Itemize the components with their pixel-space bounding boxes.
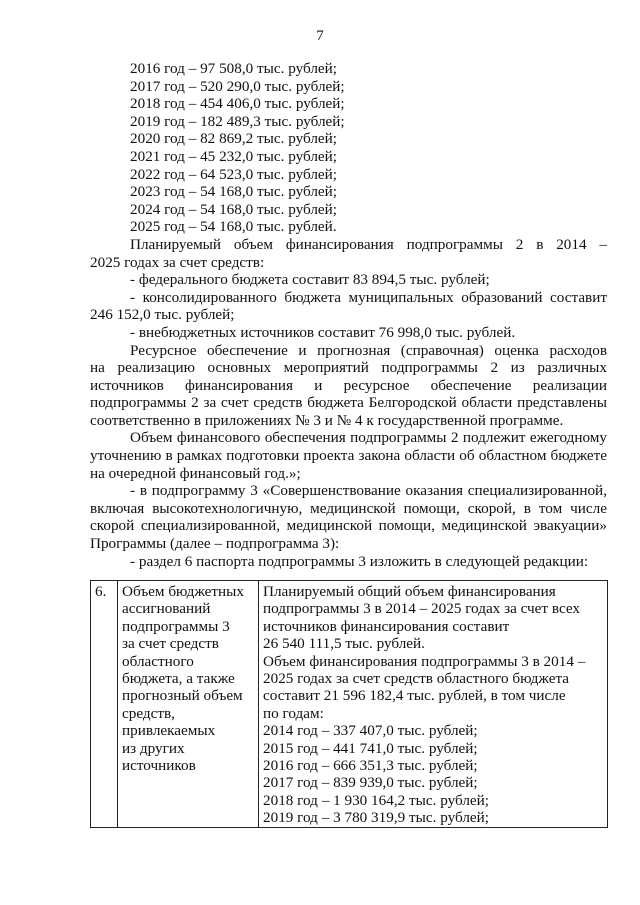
- subprogram3-paragraph-line: скорой специализированной, медицинской помощи, медицинской эвакуации»: [90, 517, 607, 535]
- subprogram3-paragraph-line: включая высокотехнологичную, медицинской помощи, скорой, в том числе: [90, 499, 607, 517]
- year-line: 2019 год – 182 489,3 тыс. рублей;: [130, 112, 345, 130]
- consolidated-budget-line: 246 152,0 тыс. рублей;: [90, 306, 235, 324]
- label-line: источников: [122, 757, 196, 775]
- value-line: 2025 годах за счет средств областного бюджета: [263, 670, 570, 688]
- value-line: 2016 год – 666 351,3 тыс. рублей;: [263, 757, 478, 775]
- label-line: ассигнований: [122, 600, 211, 618]
- passport-table: [90, 580, 608, 828]
- label-line: бюджета, а также: [122, 670, 235, 688]
- volume-paragraph-line: уточнению в рамках подготовки проекта закона области об областном бюджете: [90, 447, 607, 465]
- value-line: 2015 год – 441 741,0 тыс. рублей;: [263, 739, 478, 757]
- resource-paragraph-line: источников финансирования и ресурсное обеспечение реализации: [90, 376, 607, 394]
- label-line: средств,: [122, 704, 175, 722]
- volume-paragraph-line: Объем финансового обеспечения подпрограммы 2 подлежит ежегодному: [130, 429, 607, 447]
- section6-intro: - раздел 6 паспорта подпрограммы 3 изложить в следующей редакции:: [130, 552, 589, 570]
- value-line: 2019 год – 3 780 319,9 тыс. рублей;: [263, 809, 490, 827]
- planned-line: 2025 годах за счет средств:: [90, 253, 265, 271]
- value-line: подпрограммы 3 в 2014 – 2025 годах за счет всех: [263, 600, 581, 618]
- federal-budget-line: - федерального бюджета составит 83 894,5 тыс. рублей;: [130, 271, 490, 289]
- value-line: 2014 год – 337 407,0 тыс. рублей;: [263, 722, 478, 740]
- value-line: по годам:: [263, 704, 324, 722]
- resource-paragraph-line: Ресурсное обеспечение и прогнозная (справочная) оценка расходов: [130, 341, 607, 359]
- label-line: за счет средств: [122, 635, 219, 653]
- label-line: из других: [122, 739, 185, 757]
- value-line: 2017 год – 839 939,0 тыс. рублей;: [263, 774, 478, 792]
- resource-paragraph-line: подпрограммы 2 за счет средств бюджета Белгородской области представлены: [90, 394, 607, 412]
- label-line: областного: [122, 652, 194, 670]
- table-row: [91, 581, 608, 828]
- label-line: подпрограммы 3: [122, 617, 230, 635]
- planned-line: Планируемый объем финансирования подпрограммы 2 в 2014 –: [130, 235, 607, 253]
- page-number: 7: [316, 28, 324, 44]
- extrabudget-line: - внебюджетных источников составит 76 998,0 тыс. рублей.: [130, 323, 516, 341]
- value-cell: [259, 581, 608, 828]
- consolidated-budget-line: - консолидированного бюджета муниципальных образований составит: [130, 288, 607, 306]
- year-line: 2023 год – 54 168,0 тыс. рублей;: [130, 183, 338, 201]
- row-number: 6.: [95, 583, 107, 600]
- volume-paragraph-line: на очередной финансовый год.»;: [90, 464, 301, 482]
- label-line: прогнозный объем: [122, 687, 243, 705]
- value-line: составит 21 596 182,4 тыс. рублей, в том числе: [263, 687, 566, 705]
- value-line: 26 540 111,5 тыс. рублей.: [263, 635, 425, 653]
- year-line: 2022 год – 64 523,0 тыс. рублей;: [130, 165, 338, 183]
- year-line: 2017 год – 520 290,0 тыс. рублей;: [130, 77, 345, 95]
- value-line: Планируемый общий объем финансирования: [263, 583, 556, 600]
- resource-paragraph-line: на реализацию основных мероприятий подпрограммы 2 из различных: [90, 359, 607, 377]
- resource-paragraph-line: соответственно в приложениях № 3 и № 4 к государственной программе.: [90, 411, 564, 429]
- label-line: Объем бюджетных: [122, 583, 244, 600]
- year-line: 2016 год – 97 508,0 тыс. рублей;: [130, 60, 338, 77]
- year-line: 2018 год – 454 406,0 тыс. рублей;: [130, 95, 345, 113]
- year-line: 2025 год – 54 168,0 тыс. рублей.: [130, 218, 337, 236]
- label-line: привлекаемых: [122, 722, 216, 740]
- year-line: 2021 год – 45 232,0 тыс. рублей;: [130, 147, 338, 165]
- subprogram3-paragraph-line: - в подпрограмму 3 «Совершенствование оказания специализированной,: [130, 482, 607, 500]
- value-line: 2018 год – 1 930 164,2 тыс. рублей;: [263, 791, 490, 809]
- year-line: 2024 год – 54 168,0 тыс. рублей;: [130, 200, 338, 218]
- subprogram3-paragraph-line: Программы (далее – подпрограмма 3):: [90, 535, 340, 553]
- label-cell: [118, 581, 259, 828]
- row-number-cell: [91, 581, 118, 828]
- value-line: источников финансирования составит: [263, 617, 510, 635]
- year-line: 2020 год – 82 869,2 тыс. рублей;: [130, 130, 338, 148]
- document-body: [90, 60, 607, 570]
- value-line: Объем финансирования подпрограммы 3 в 2014 –: [263, 652, 586, 670]
